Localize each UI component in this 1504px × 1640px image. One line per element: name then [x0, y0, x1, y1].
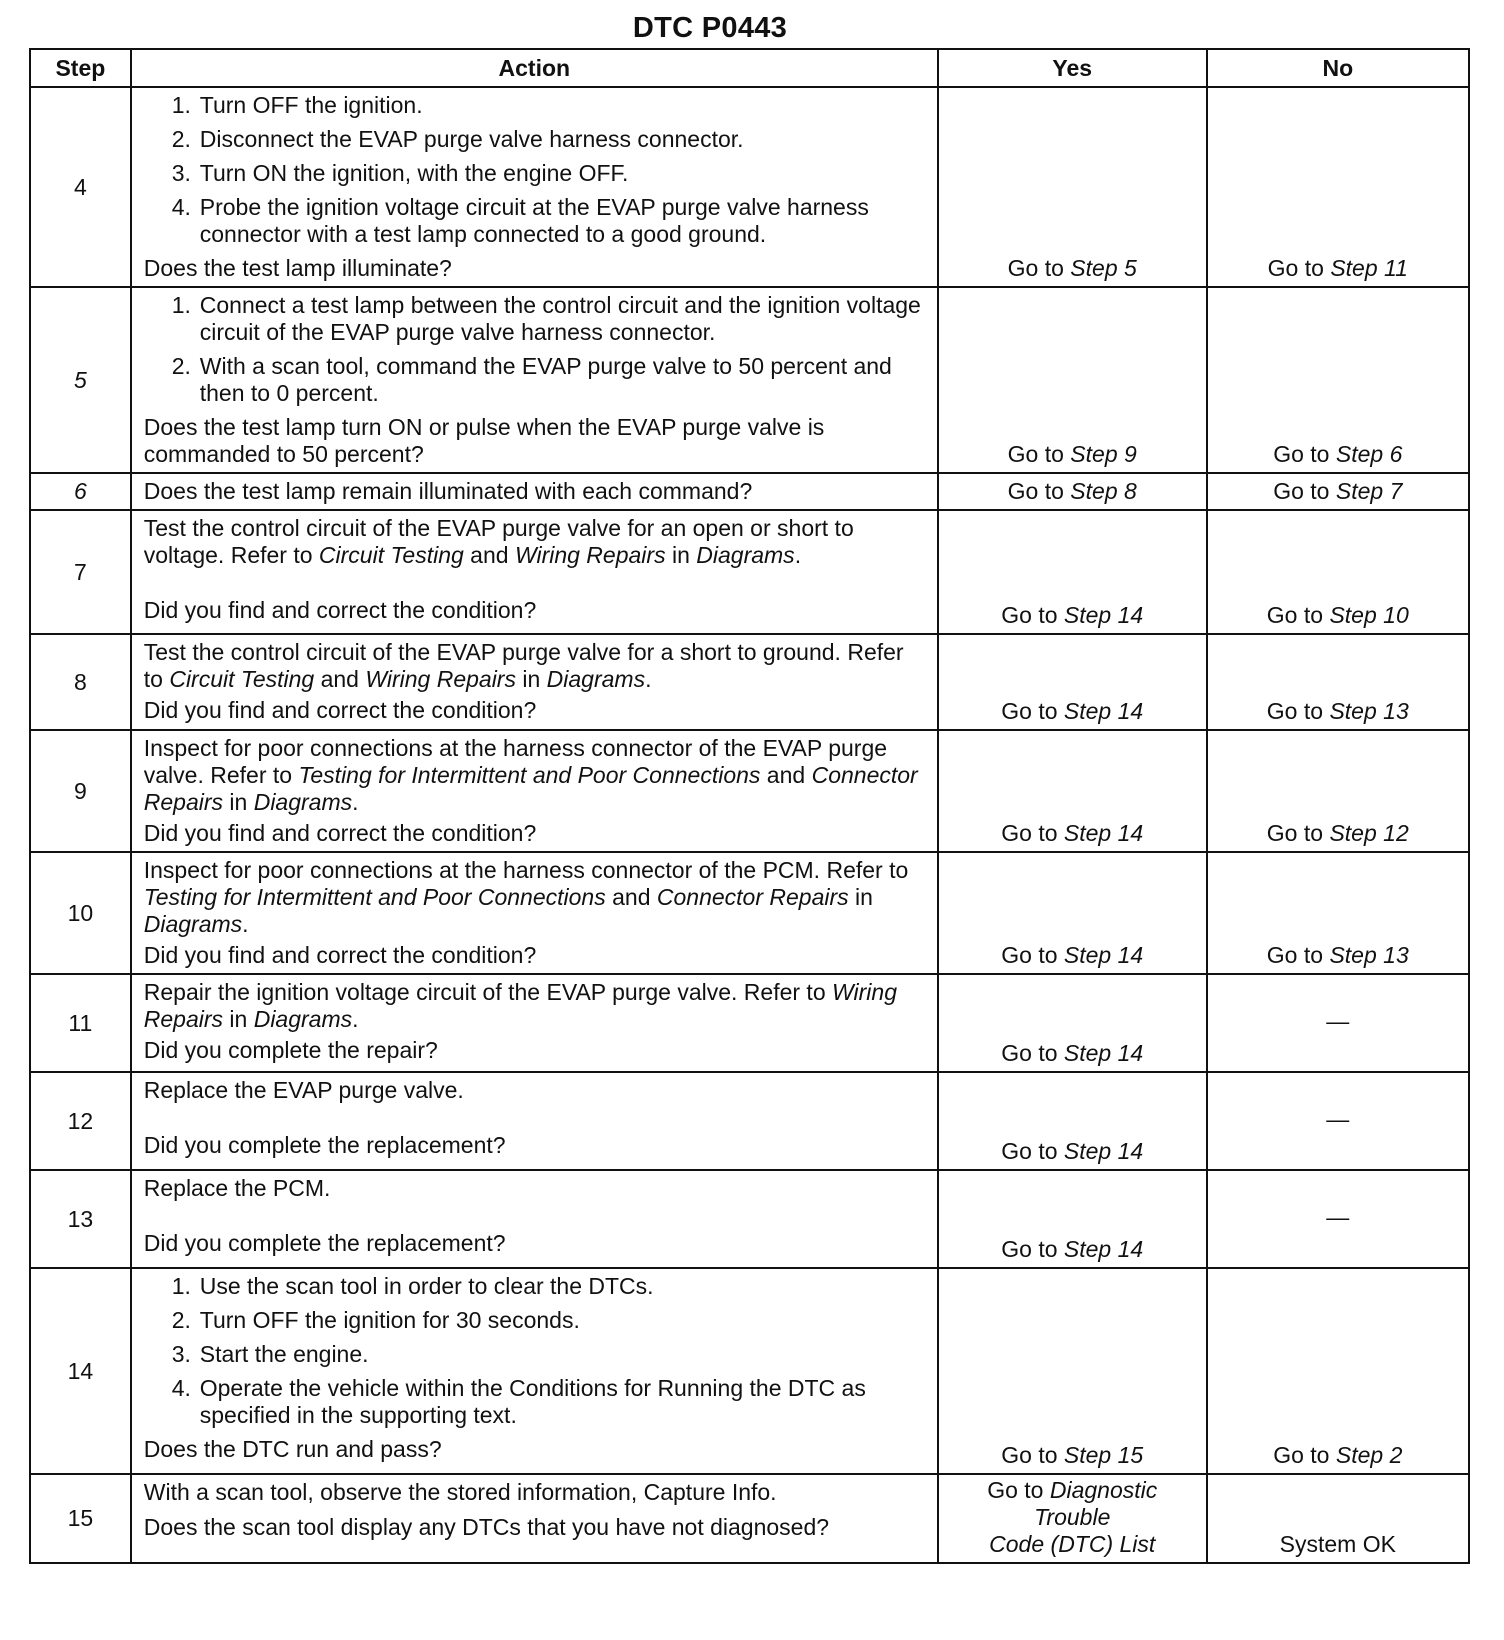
- yes-cell: Go to Step 14: [938, 1170, 1207, 1268]
- step-number: 6: [30, 473, 131, 510]
- question: Does the test lamp illuminate?: [143, 255, 452, 281]
- no-cell: Go to Step 6: [1207, 287, 1469, 473]
- header-action: Action: [131, 49, 938, 87]
- question: Did you find and correct the condition?: [143, 597, 537, 623]
- instruction-list: [144, 292, 927, 407]
- list-item: 2. Turn OFF the ignition for 30 seconds.: [171, 1307, 580, 1333]
- yes-cell: Go to Diagnostic Trouble Code (DTC) List: [938, 1474, 1207, 1563]
- yes-cell: Go to Step 14: [938, 730, 1207, 852]
- table-row: [30, 1170, 1469, 1268]
- table-row: [30, 1474, 1469, 1563]
- header-no: No: [1207, 49, 1469, 87]
- step-number: 7: [30, 510, 131, 634]
- action-cell: [131, 473, 938, 510]
- no-cell: Go to Step 12: [1207, 730, 1469, 852]
- step-number: 10: [30, 852, 131, 974]
- table-header-row: [30, 49, 1469, 87]
- table-row: [30, 510, 1469, 634]
- question: Does the DTC run and pass?: [143, 1436, 442, 1462]
- question: Did you find and correct the condition?: [143, 697, 537, 723]
- action-text: Test the control circuit of the EVAP purge valve for a short to ground. Refer to Circuit Testing and Wiring Repairs in Diagrams.: [143, 639, 904, 692]
- yes-cell: Go to Step 14: [938, 510, 1207, 634]
- step-number: 11: [30, 974, 131, 1072]
- list-item: 1. Use the scan tool in order to clear the DTCs.: [171, 1273, 654, 1299]
- question: Did you complete the repair?: [143, 1037, 438, 1063]
- action-cell: [131, 1268, 938, 1474]
- no-cell: System OK: [1207, 1474, 1469, 1563]
- no-cell: Go to Step 10: [1207, 510, 1469, 634]
- action-text: Inspect for poor connections at the harness connector of the EVAP purge valve. Refer to Testing for Intermittent and Poor Connections and Connector Repairs in Diagrams.: [143, 735, 918, 815]
- step-number: 5: [30, 287, 131, 473]
- no-cell: —: [1207, 1170, 1469, 1268]
- step-number: 13: [30, 1170, 131, 1268]
- list-item: 4. Operate the vehicle within the Conditions for Running the DTC as specified in the supporting text.: [171, 1375, 866, 1428]
- no-cell: Go to Step 13: [1207, 852, 1469, 974]
- table-row: [30, 974, 1469, 1072]
- table-row: [30, 1268, 1469, 1474]
- yes-cell: Go to Step 14: [938, 634, 1207, 730]
- question: Did you find and correct the condition?: [143, 942, 537, 968]
- yes-cell: Go to Step 8: [938, 473, 1207, 510]
- step-number: 9: [30, 730, 131, 852]
- table-row: [30, 87, 1469, 287]
- action-cell: [131, 974, 938, 1072]
- list-item: 1. Connect a test lamp between the control circuit and the ignition voltage circuit of the EVAP purge valve harness connector.: [171, 292, 921, 345]
- yes-cell: Go to Step 9: [938, 287, 1207, 473]
- yes-cell: Go to Step 14: [938, 974, 1207, 1072]
- list-item: 1. Turn OFF the ignition.: [171, 92, 423, 118]
- step-number: 4: [30, 87, 131, 287]
- header-yes: Yes: [938, 49, 1207, 87]
- action-cell: [131, 852, 938, 974]
- yes-cell: Go to Step 5: [938, 87, 1207, 287]
- header-step: Step: [30, 49, 131, 87]
- page-title: DTC P0443: [632, 12, 788, 44]
- instruction-list: [144, 92, 927, 248]
- no-cell: —: [1207, 974, 1469, 1072]
- instruction-list: [144, 1273, 927, 1429]
- question: Does the test lamp remain illuminated with each command?: [143, 478, 753, 504]
- step-number: 14: [30, 1268, 131, 1474]
- action-cell: [131, 1474, 938, 1563]
- table-row: [30, 852, 1469, 974]
- action-text: With a scan tool, observe the stored information, Capture Info.: [143, 1479, 777, 1505]
- no-cell: Go to Step 2: [1207, 1268, 1469, 1474]
- action-text: Replace the PCM.: [143, 1175, 331, 1201]
- no-cell: Go to Step 11: [1207, 87, 1469, 287]
- table-row: [30, 634, 1469, 730]
- table-row: [30, 730, 1469, 852]
- table-row: [30, 1072, 1469, 1170]
- action-text: Inspect for poor connections at the harness connector of the PCM. Refer to Testing for Intermittent and Poor Connections and Connector Repairs in Diagrams.: [143, 857, 909, 937]
- diagnostic-table: [29, 48, 1470, 1564]
- action-cell: [131, 1170, 938, 1268]
- action-cell: [131, 87, 938, 287]
- no-cell: Go to Step 13: [1207, 634, 1469, 730]
- action-text: Replace the EVAP purge valve.: [143, 1077, 464, 1103]
- action-cell: [131, 730, 938, 852]
- yes-cell: Go to Step 14: [938, 852, 1207, 974]
- step-number: 12: [30, 1072, 131, 1170]
- table-row: [30, 473, 1469, 510]
- list-item: 2. Disconnect the EVAP purge valve harness connector.: [171, 126, 744, 152]
- step-number: 8: [30, 634, 131, 730]
- list-item: 3. Turn ON the ignition, with the engine OFF.: [171, 160, 629, 186]
- list-item: 2. With a scan tool, command the EVAP purge valve to 50 percent and then to 0 percent.: [171, 353, 892, 406]
- question: Did you complete the replacement?: [143, 1230, 506, 1256]
- no-cell: —: [1207, 1072, 1469, 1170]
- action-cell: [131, 634, 938, 730]
- action-cell: [131, 287, 938, 473]
- action-cell: [131, 1072, 938, 1170]
- yes-cell: Go to Step 15: [938, 1268, 1207, 1474]
- table-row: [30, 287, 1469, 473]
- action-text: Repair the ignition voltage circuit of the EVAP purge valve. Refer to Wiring Repairs in Diagrams.: [143, 979, 897, 1032]
- action-text: Test the control circuit of the EVAP purge valve for an open or short to voltage. Refer to Circuit Testing and Wiring Repairs in Diagrams.: [143, 515, 854, 568]
- no-cell: Go to Step 7: [1207, 473, 1469, 510]
- action-cell: [131, 510, 938, 634]
- question: Does the test lamp turn ON or pulse when the EVAP purge valve is commanded to 50 percent?: [143, 414, 825, 467]
- question: Did you find and correct the condition?: [143, 820, 537, 846]
- yes-cell: Go to Step 14: [938, 1072, 1207, 1170]
- step-number: 15: [30, 1474, 131, 1563]
- list-item: 3. Start the engine.: [171, 1341, 369, 1367]
- list-item: 4. Probe the ignition voltage circuit at the EVAP purge valve harness connector with a test lamp connected to a good ground.: [171, 194, 869, 247]
- question: Does the scan tool display any DTCs that you have not diagnosed?: [143, 1514, 830, 1540]
- question: Did you complete the replacement?: [143, 1132, 506, 1158]
